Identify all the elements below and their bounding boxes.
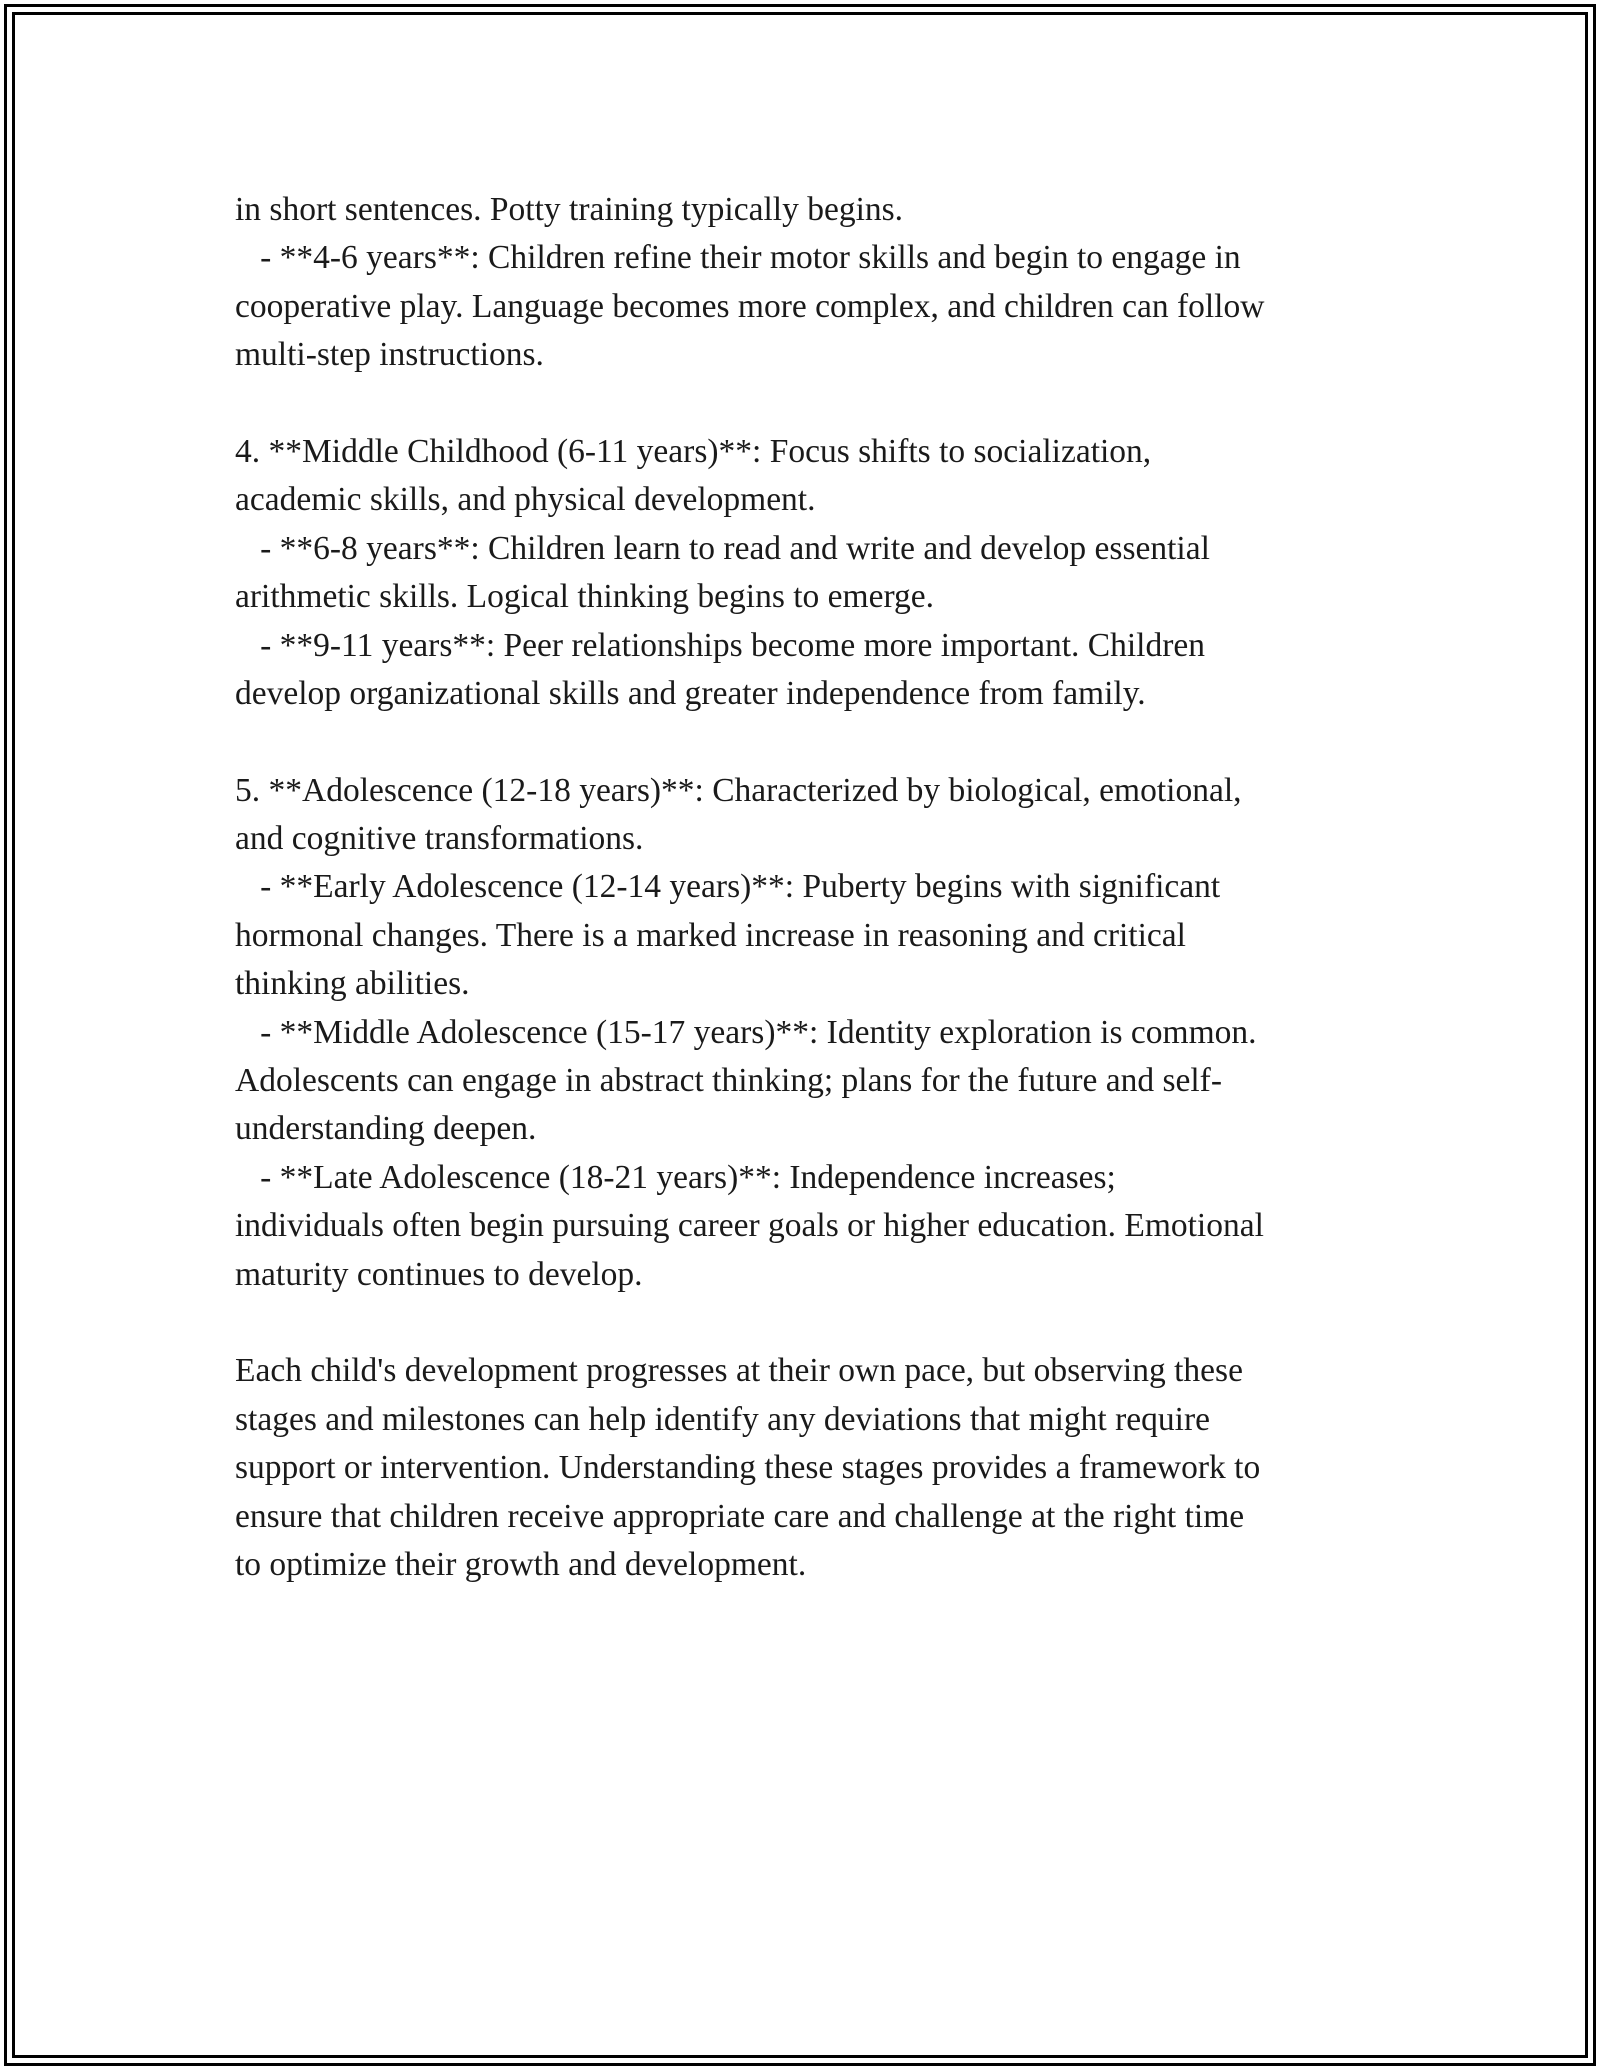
text-line: cooperative play. Language becomes more complex, and children can follow <box>235 287 1265 325</box>
text-line: maturity continues to develop. <box>235 1255 643 1293</box>
paragraph-gap <box>235 380 1385 428</box>
text-line: understanding deepen. <box>235 1110 537 1148</box>
text-line: ensure that children receive appropriate care and challenge at the right time <box>235 1497 1245 1535</box>
text-line: - **Late Adolescence (18-21 years)**: Independence increases; <box>235 1158 1116 1196</box>
text-line: to optimize their growth and development. <box>235 1545 807 1583</box>
document-body <box>235 186 1385 1589</box>
text-line: in short sentences. Potty training typically begins. <box>235 191 904 228</box>
text-line: academic skills, and physical development. <box>235 481 816 519</box>
text-line: - **4-6 years**: Children refine their motor skills and begin to engage in <box>235 239 1241 277</box>
paragraph-gap <box>235 1299 1385 1347</box>
text-line: thinking abilities. <box>235 965 470 1003</box>
paragraph-gap <box>235 718 1385 766</box>
text-line: - **9-11 years**: Peer relationships become more important. Children <box>235 626 1206 664</box>
text-line: 4. **Middle Childhood (6-11 years)**: Focus shifts to socialization, <box>235 432 1152 470</box>
text-line: individuals often begin pursuing career goals or higher education. Emotional <box>235 1207 1264 1245</box>
text-line: develop organizational skills and greater independence from family. <box>235 674 1146 712</box>
text-line: - **Middle Adolescence (15-17 years)**: Identity exploration is common. <box>235 1013 1257 1051</box>
text-line: Adolescents can engage in abstract thinking; plans for the future and self- <box>235 1062 1222 1100</box>
text-line: - **6-8 years**: Children learn to read and write and develop essential <box>235 529 1210 567</box>
text-line: arithmetic skills. Logical thinking begins to emerge. <box>235 578 935 616</box>
text-line: support or intervention. Understanding these stages provides a framework to <box>235 1449 1261 1487</box>
text-line: stages and milestones can help identify any deviations that might require <box>235 1400 1210 1438</box>
text-line: - **Early Adolescence (12-14 years)**: Puberty begins with significant <box>235 868 1221 906</box>
text-line: 5. **Adolescence (12-18 years)**: Characterized by biological, emotional, <box>235 771 1242 809</box>
text-line: hormonal changes. There is a marked increase in reasoning and critical <box>235 916 1186 954</box>
text-line: multi-step instructions. <box>235 336 544 374</box>
text-line: Each child's development progresses at their own pace, but observing these <box>235 1352 1243 1390</box>
text-line: and cognitive transformations. <box>235 820 644 858</box>
